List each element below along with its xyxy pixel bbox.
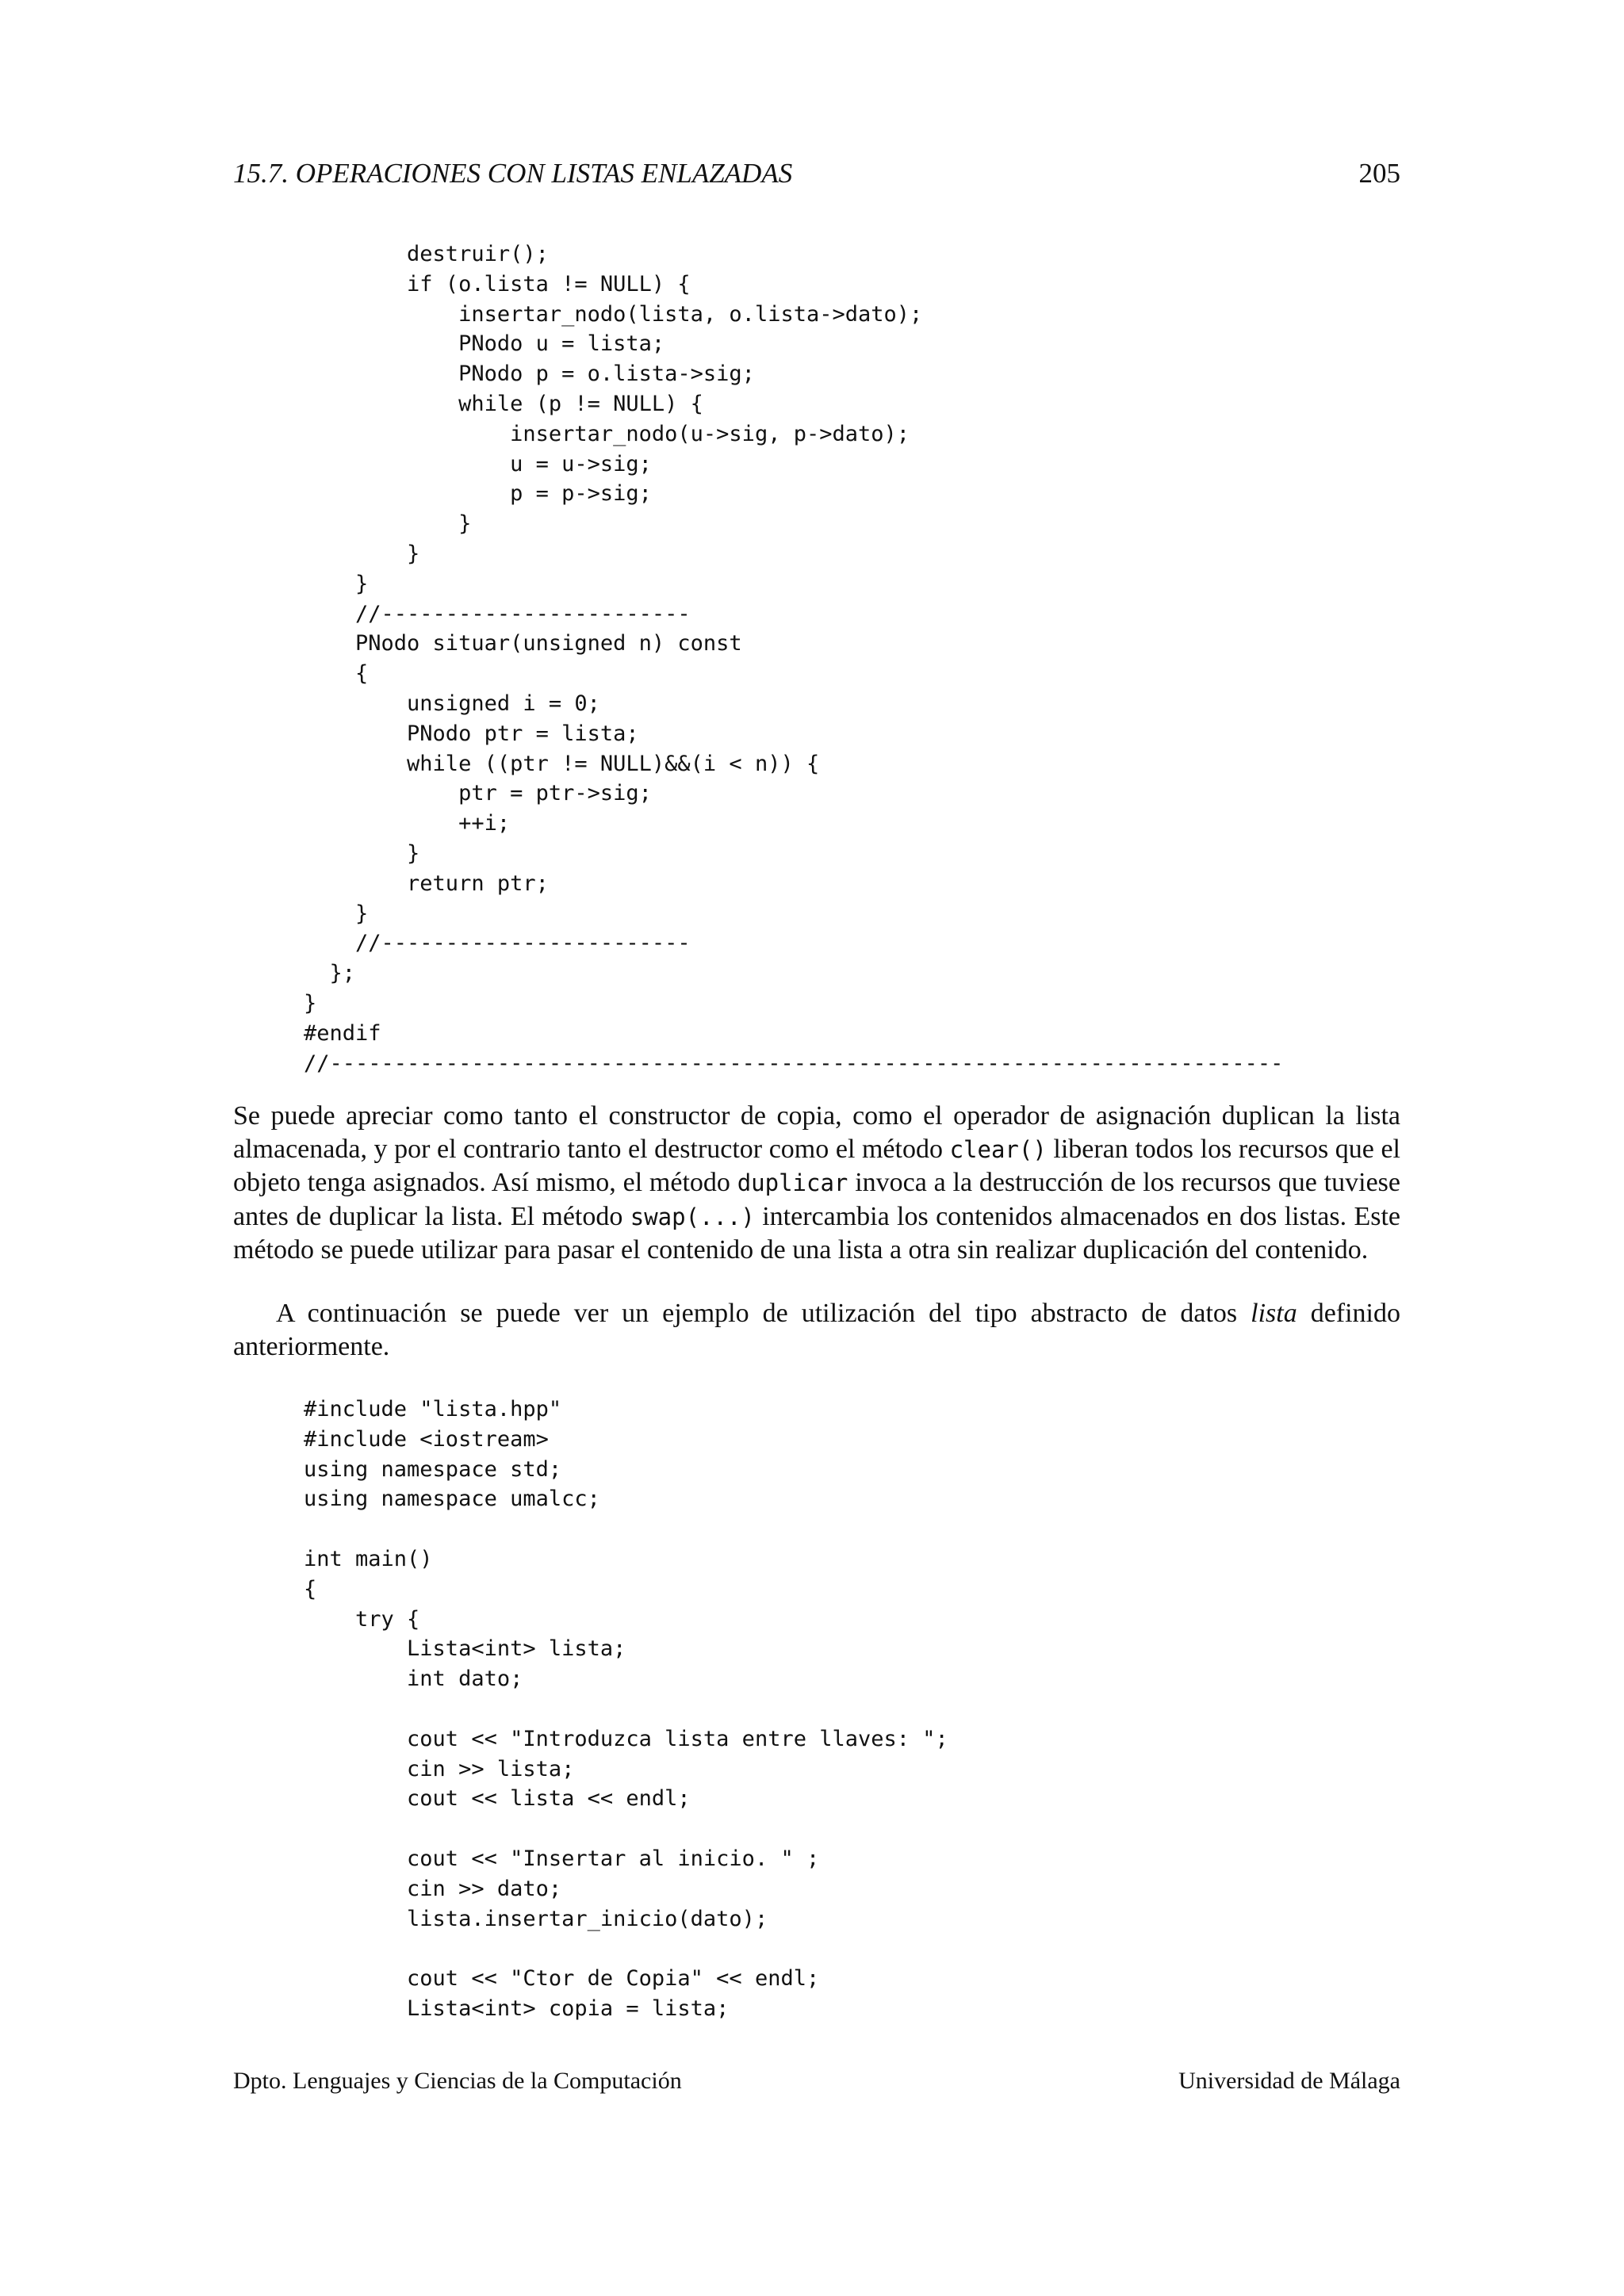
- emphasis-lista: lista: [1251, 1299, 1297, 1328]
- inline-code-swap: swap(...): [630, 1203, 755, 1230]
- footer-department: Dpto. Lenguajes y Ciencias de la Computación: [233, 2068, 682, 2094]
- explanation-paragraph: [233, 1100, 1400, 1267]
- footer-university: Universidad de Málaga: [1178, 2068, 1400, 2094]
- inline-code-clear: clear(): [949, 1135, 1047, 1163]
- paragraph-text: liberan todos los recursos que el objeto tenga asignados. Así mismo, el método: [233, 1134, 1401, 1197]
- page-footer: [233, 2065, 1400, 2097]
- example-intro-paragraph: [233, 1297, 1400, 1363]
- paragraph-text: A continuación se puede ver un ejemplo de utilización del tipo abstracto de datos: [276, 1299, 1251, 1328]
- page-number: 205: [1358, 158, 1400, 189]
- section-title: 15.7. OPERACIONES CON LISTAS ENLAZADAS: [233, 158, 793, 189]
- paragraph-text: intercambia los contenidos almacenados en dos listas. Este método se puede utilizar para pasar el contenido de una lista a otra sin realizar duplicación del contenido.: [233, 1201, 1400, 1265]
- code-listing-class-end: destruir(); if (o.lista != NULL) { insertar_nodo(lista, o.lista->dato); PNodo u = lista; PNodo p = o.lista->sig; while (p != NULL) { insertar_nodo(u->sig, p->dato); u = u->sig; p = p->sig; } } } //------------------------ PNodo situar(unsigned n) const { unsigned i = 0; PNodo ptr = lista; while ((ptr != NULL)&&(i < n)) { ptr = ptr->sig; ++i; } return ptr; } //------------------------ }; } #endif //--------------------------------------------------------------------------: [304, 242, 1284, 1076]
- paragraph-text: invoca a la destrucción de los recursos que tuviese antes de duplicar la lista. El método: [233, 1168, 1400, 1231]
- paragraph-text: definido anteriormente.: [233, 1299, 1400, 1361]
- code-listing-example-main: #include "lista.hpp" #include <iostream> using namespace std; using namespace umalcc; int main() { try { Lista<int> lista; int dato; cout << "Introduzca lista entre llaves: "; cin >> lista; cout << lista << endl; cout << "Insertar al inicio. " ; cin >> dato; lista.insertar_inicio(dato); cout << "Ctor de Copia" << endl; Lista<int> copia = lista;: [304, 1397, 948, 2021]
- paragraph-text: Se puede apreciar como tanto el constructor de copia, como el operador de asignación duplican la lista almacenada, y por el contrario tanto el destructor como el método: [233, 1101, 1400, 1164]
- inline-code-duplicar: duplicar: [737, 1169, 848, 1196]
- running-header: [233, 155, 1400, 192]
